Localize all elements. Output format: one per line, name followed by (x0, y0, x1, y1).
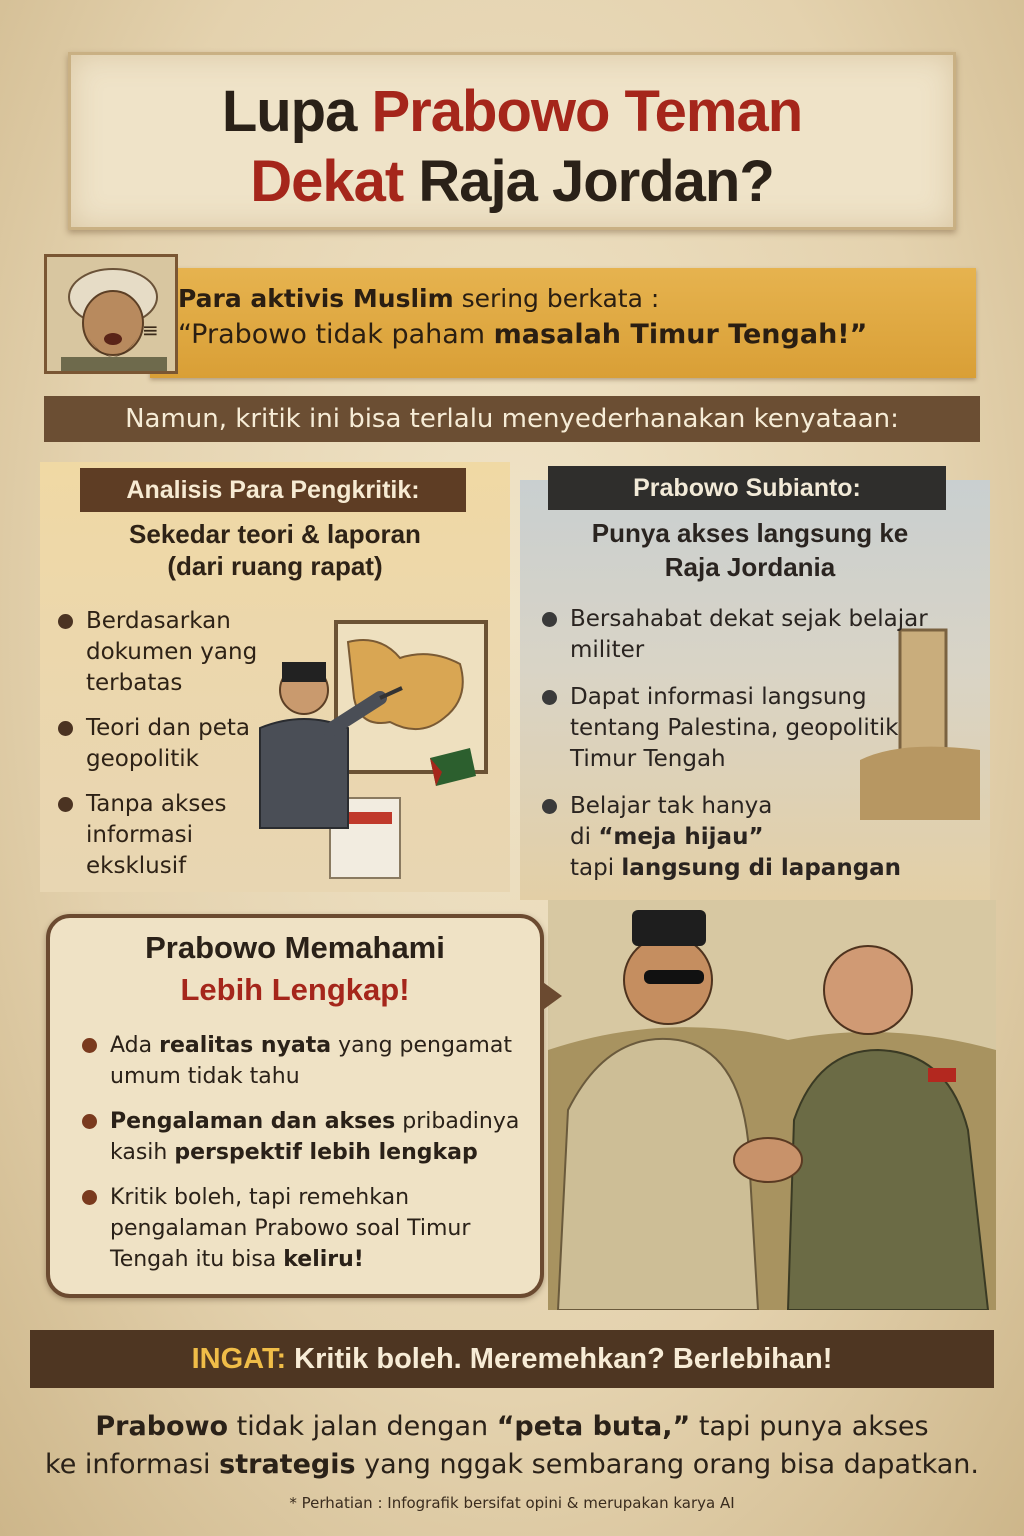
bullet-text: tapi (570, 855, 622, 881)
reminder-key: INGAT: (191, 1343, 287, 1375)
activist-illustration (47, 257, 178, 374)
closing-bold: Prabowo (95, 1411, 229, 1442)
closing-text: yang nggak sembarang orang bisa dapatkan. (355, 1449, 979, 1480)
closing-bold: “peta buta,” (496, 1411, 691, 1442)
title-part: Raja Jordan? (418, 149, 774, 214)
handshake-illustration (548, 900, 996, 1310)
list-item (80, 1106, 520, 1168)
critics-subtitle-line: Sekedar teori & laporan (129, 519, 421, 549)
bullet-text: pribadinya kasih (110, 1109, 520, 1165)
quote-text: sering berkata : (453, 284, 660, 313)
shout-marks-icon: ≡ (142, 318, 159, 342)
list-item (80, 1182, 520, 1275)
bullet-text: Kritik boleh, tapi remehkan pengalaman Prabowo soal Timur Tengah itu bisa (110, 1185, 471, 1272)
closing-text: tapi punya akses (690, 1411, 929, 1442)
bullet-bold: langsung di lapangan (621, 855, 902, 881)
conclusion-title: Prabowo Memahami (145, 930, 445, 965)
quote-banner (150, 268, 976, 378)
title-part-highlight: Dekat (250, 149, 419, 214)
closing-text: tidak jalan dengan (228, 1411, 497, 1442)
critics-subtitle-line: (dari ruang rapat) (167, 551, 383, 581)
quote-bold: masalah Timur Tengah!” (493, 319, 868, 350)
quote-text: “Prabowo tidak paham (178, 319, 494, 350)
shouting-activist-avatar (44, 254, 178, 374)
closing-bold: strategis (219, 1449, 356, 1480)
bullet-text: Belajar tak hanya (570, 793, 773, 819)
prabowo-subtitle-line: Punya akses langsung ke (591, 518, 909, 548)
bullet-bold: “meja hijau” (598, 824, 764, 850)
closing-line-1 (40, 1408, 984, 1446)
closing-text: ke informasi (45, 1449, 220, 1480)
list-item: Dapat informasi langsung tentang Palestina, geopolitik Timur Tengah (540, 682, 940, 775)
critics-subtitle (40, 518, 510, 582)
bullet-bold: realitas nyata (159, 1033, 332, 1058)
bullet-text: yang pengamat umum tidak tahu (110, 1033, 512, 1089)
report-label: EPORT (342, 832, 387, 846)
bullet-bold: keliru! (283, 1247, 364, 1272)
list-item (80, 1030, 520, 1092)
bullet-text: di (570, 824, 599, 850)
quote-line-2 (178, 316, 976, 354)
quote-bold: Para aktivis Muslim (178, 284, 454, 313)
bullet-bold: perspektif lebih lengkap (174, 1140, 478, 1165)
list-item (540, 791, 940, 884)
title-box (68, 52, 956, 230)
reminder-bar (30, 1330, 994, 1388)
reminder-text: Kritik boleh. Meremehkan? Berlebihan! (286, 1343, 833, 1375)
list-item: Teori dan peta geopolitik (56, 713, 296, 775)
closing-line-2 (40, 1446, 984, 1484)
list-item: Berdasarkan dokumen yang terbatas (56, 606, 296, 699)
list-item: Bersahabat dekat sejak belajar militer (540, 604, 940, 666)
conclusion-title-highlight: Lebih Lengkap! (180, 972, 410, 1007)
title-line-1 (71, 77, 953, 147)
disclaimer-footnote: * Perhatian : Infografik bersifat opini & merupakan karya AI (289, 1494, 735, 1512)
list-item: Tanpa akses informasi eksklusif (56, 789, 296, 882)
title-part: Lupa (221, 79, 372, 144)
conclusion-bullet-list (80, 1030, 520, 1289)
bullet-bold: Pengalaman dan akses (110, 1109, 396, 1134)
transition-bar: Namun, kritik ini bisa terlalu menyederhanakan kenyataan: (44, 396, 980, 442)
prabowo-subtitle-line: Raja Jordania (664, 552, 836, 582)
title-part-highlight: Prabowo Teman (371, 79, 803, 144)
prabowo-bullet-list (540, 604, 940, 898)
critics-bullet-list (56, 606, 296, 896)
closing-statement (40, 1408, 984, 1484)
bullet-text: Ada (110, 1033, 160, 1058)
quote-line-1 (178, 282, 976, 316)
prabowo-subtitle (530, 516, 970, 584)
critics-label: Analisis Para Pengkritik: (80, 468, 466, 512)
title-line-2 (71, 147, 953, 217)
prabowo-label: Prabowo Subianto: (548, 466, 946, 510)
